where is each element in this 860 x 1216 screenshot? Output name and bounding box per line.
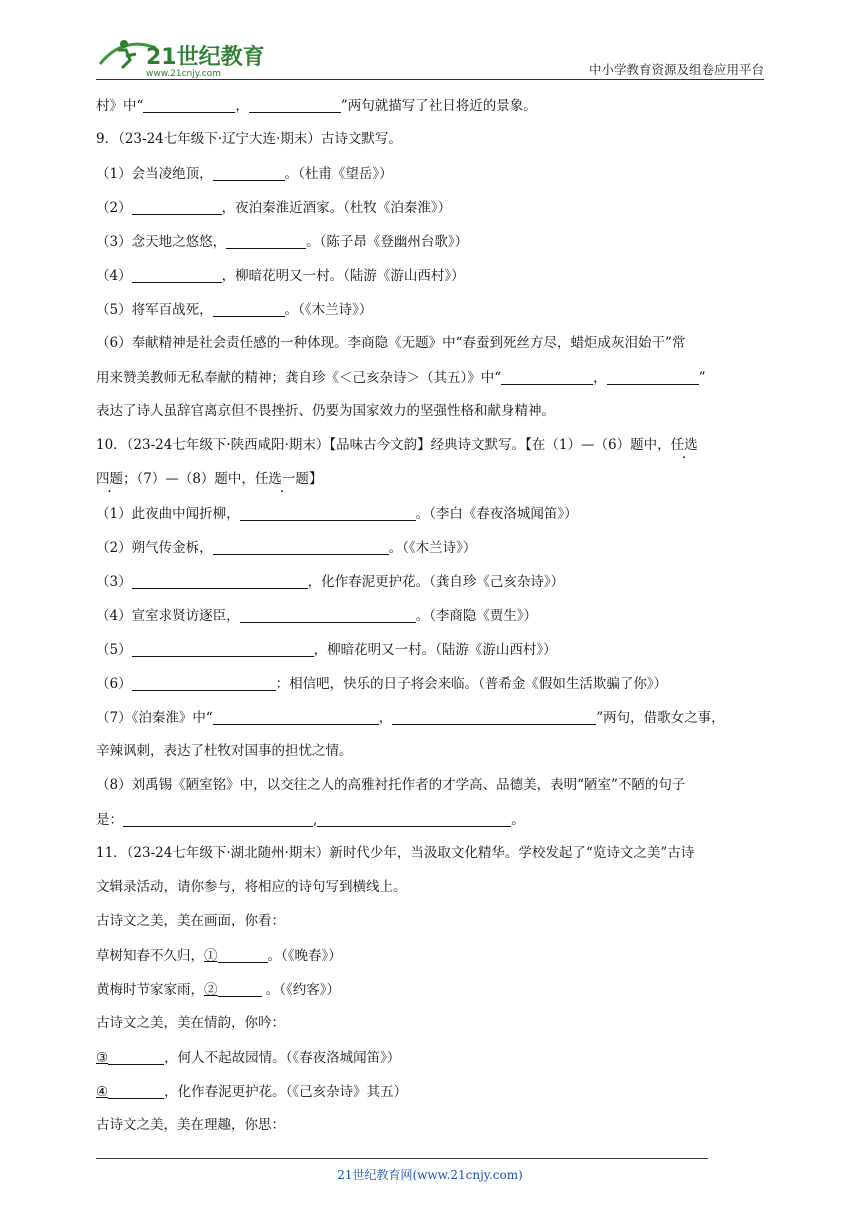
question-10-title: 10．（23-24七年级下·陕西咸阳·期末）【品味古今文韵】经典诗文默写。【在（1）—（6）题中，任选 [96, 437, 698, 453]
question-10-item-5: （5） ，柳暗花明又一村。（陆游《游山西村》） [96, 642, 557, 658]
text-line: 四题；（7）—（8）题中，任选一题】 [96, 471, 323, 487]
question-10-item-7: （7）《泊秦淮》中“ ， ”两句，借歌女之事， [96, 710, 725, 726]
question-10-item-6: （6） ：相信吧，快乐的日子将会来临。（普希金《假如生活欺骗了你》） [96, 676, 668, 692]
platform-name: 中小学教育资源及组卷应用平台 [588, 62, 764, 77]
question-10-item-3: （3） ，化作春泥更护花。（龚自珍《己亥杂诗》） [96, 574, 565, 590]
text-line: 辛辣讽刺，表达了杜牧对国事的担忧之情。 [96, 743, 353, 759]
question-11-item-4: ④ ，化作春泥更护花。（《己亥杂诗》其五） [96, 1084, 408, 1100]
page-header [96, 30, 764, 80]
question-9-item-1: （1）会当凌绝顶， 。（杜甫《望岳》） [96, 166, 393, 182]
svg-text:www.21cnjy.com: www.21cnjy.com [146, 69, 221, 78]
svg-text:21世纪教育: 21世纪教育 [146, 45, 265, 70]
footer-divider [96, 1158, 708, 1159]
text-line: 村》中“ ， ”两句就描写了社日将近的景象。 [96, 98, 537, 114]
question-11-item-1: 草树知春不久归，① 。（《晚春》） [96, 948, 342, 964]
question-11-title: 11．（23-24七年级下·湖北随州·期末）新时代少年，当汲取文化精华。学校发起了“览诗文之美”古诗 [96, 845, 695, 861]
question-10-item-1: （1）此夜曲中闻折柳， 。（李白《春夜洛城闻笛》） [96, 506, 578, 522]
text-line: 古诗文之美，美在画面，你看： [96, 913, 285, 929]
text-line: 是： , 。 [96, 812, 525, 828]
question-10-item-4: （4）宣室求贤访逐臣， 。（李商隐《贾生》） [96, 608, 538, 624]
question-9-item-4: （4） ，柳暗花明又一村。（陆游《游山西村》） [96, 268, 465, 284]
question-9-title: 9．（23-24七年级下·辽宁大连·期末）古诗文默写。 [96, 131, 402, 147]
question-9-item-5: （5）将军百战死， 。（《木兰诗》） [96, 302, 373, 318]
question-10-item-8: （8）刘禹锡《陋室铭》中，以交往之人的高雅衬托作者的才学高、品德美，表明“陋室”不陋的句子 [96, 777, 686, 793]
text-line: 文辑录活动，请你参与，将相应的诗句写到横线上。 [96, 879, 407, 895]
header-divider [96, 79, 764, 80]
text-line: 表达了诗人虽辞官离京但不畏挫折、仍要为国家效力的坚强性格和献身精神。 [96, 403, 555, 419]
question-9-item-2: （2） ，夜泊秦淮近酒家。（杜牧《泊秦淮》） [96, 200, 452, 216]
footer-link[interactable]: 21世纪教育网(www.21cnjy.com) [337, 1168, 523, 1182]
text-line: 古诗文之美，美在理趣，你思： [96, 1117, 285, 1133]
text-line: 古诗文之美，美在情韵，你吟： [96, 1015, 285, 1031]
question-10-item-2: （2）朔气传金柝， 。（《木兰诗》） [96, 540, 477, 556]
site-logo [96, 34, 266, 78]
question-9-item-3: （3）念天地之悠悠， 。（陈子昂《登幽州台歌》） [96, 234, 469, 250]
text-line: 用来赞美教师无私奉献的精神；龚自珍《＜己亥杂诗＞（其五）》中“ ， ” [96, 370, 706, 386]
document-body [96, 96, 764, 1150]
question-9-item-6: （6）奉献精神是社会责任感的一种体现。李商隐《无题》中“春蚕到死丝方尽，蜡炬成灰泪始干”常 [96, 335, 686, 351]
question-11-item-2: 黄梅时节家家雨，② 。（《约客》） [96, 982, 341, 998]
question-11-item-3: ③ ，何人不起故园情。（《春夜洛城闻笛》） [96, 1050, 401, 1066]
